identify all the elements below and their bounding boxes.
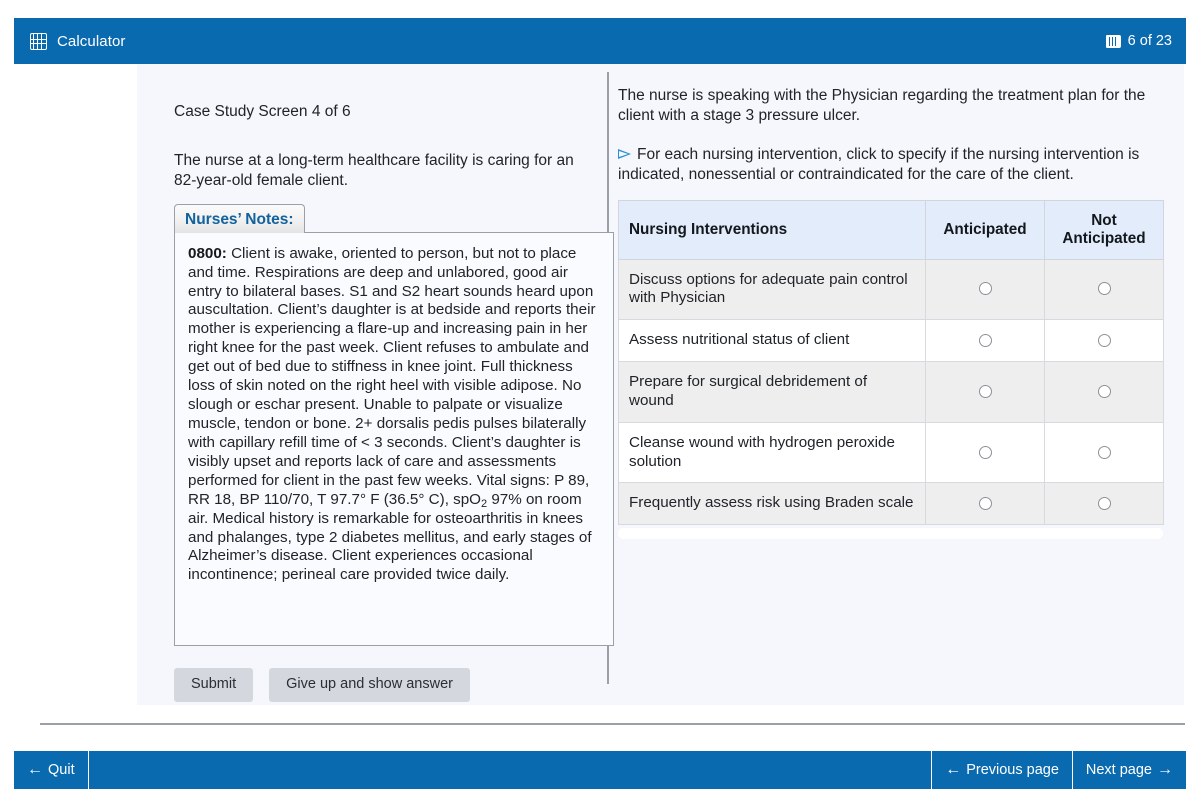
radio-anticipated[interactable] [979, 385, 992, 398]
note-text-part2: 97% on room air. Medical history is remarkable for osteoarthritis in knees and phalanges, type 2 diabetes mellitus, and early stages of Alzheimer’s disease. Client experiences occasional incontinence; perineal care provided twice daily. [188, 490, 592, 584]
cell-not-anticipated [1045, 422, 1164, 483]
radio-anticipated[interactable] [979, 497, 992, 510]
intervention-label: Prepare for surgical debridement of wound [619, 362, 926, 423]
question-instruction [618, 145, 1166, 185]
horizontal-scrollbar[interactable] [618, 528, 1163, 539]
submit-button[interactable]: Submit [174, 668, 253, 702]
question-instruction-text: For each nursing intervention, click to specify if the nursing intervention is indicated, nonessential or contraindicated for the care of the client. [618, 146, 1140, 184]
calculator-label: Calculator [57, 32, 126, 50]
note-subscript: 2 [480, 497, 488, 510]
give-up-button[interactable]: Give up and show answer [269, 668, 470, 702]
radio-anticipated[interactable] [979, 334, 992, 347]
interventions-table [618, 200, 1164, 526]
radio-anticipated[interactable] [979, 282, 992, 295]
column-header-not-anticipated: Not Anticipated [1045, 200, 1164, 259]
cell-anticipated [926, 422, 1045, 483]
content-area [137, 64, 1184, 705]
intervention-label: Discuss options for adequate pain control with Physician [619, 259, 926, 320]
note-text-part1: Client is awake, oriented to person, but not to place and time. Respirations are deep and unlabored, good air entry to bilateral bases. S1 and S2 heart sounds heard upon auscultation. Client’s daughter is at bedside and reports their mother is experiencing a flare-up and increasing pain in her right knee for the past week. Client refuses to ambulate and get out of bed due to stiffness in knee joint. Full thickness loss of skin noted on the right heel with visible adipose. No slough or eschar present. Unable to palpate or visualize muscle, tendon or bone. 2+ dorsalis pedis pulses bilaterally with capillary refill time of < 3 seconds. Client’s daughter is visibly upset and reports lack of care and assessments performed for client in the past few weeks. Vital signs: P 89, RR 18, BP 110/70, T 97.7° F (36.5° C), spO [188, 244, 596, 508]
radio-not-anticipated[interactable] [1098, 385, 1111, 398]
question-panel [616, 64, 1184, 705]
quit-wrap [14, 751, 89, 789]
top-toolbar [14, 18, 1186, 64]
radio-not-anticipated[interactable] [1098, 282, 1111, 295]
action-button-row [174, 668, 595, 702]
footer-divider [40, 723, 1185, 725]
table-head [619, 200, 1164, 259]
case-intro-text: The nurse at a long-term healthcare facility is caring for an 82-year-old female client. [174, 152, 574, 189]
page-nav-group [931, 751, 1186, 789]
table-row [619, 483, 1164, 525]
next-page-button[interactable] [1073, 751, 1186, 789]
nurses-notes-box [174, 232, 614, 646]
progress-label: 6 of 23 [1127, 33, 1172, 49]
intervention-label: Cleanse wound with hydrogen peroxide solution [619, 422, 926, 483]
intervention-label: Frequently assess risk using Braden scale [619, 483, 926, 525]
previous-page-button[interactable] [931, 751, 1073, 789]
radio-not-anticipated[interactable] [1098, 446, 1111, 459]
table-row [619, 362, 1164, 423]
radio-anticipated[interactable] [979, 446, 992, 459]
next-page-label: Next page [1085, 762, 1152, 778]
quit-button[interactable] [14, 751, 89, 789]
calculator-button[interactable] [30, 33, 126, 50]
cell-anticipated [926, 259, 1045, 320]
table-row [619, 259, 1164, 320]
quit-label: Quit [48, 762, 75, 778]
table-body [619, 259, 1164, 525]
column-header-interventions: Nursing Interventions [619, 200, 926, 259]
note-timestamp: 0800: [188, 244, 227, 262]
arrow-left-icon [27, 761, 43, 779]
cell-not-anticipated [1045, 320, 1164, 362]
bottom-navigation-bar [14, 751, 1186, 789]
cell-anticipated [926, 362, 1045, 423]
case-study-screen-title: Case Study Screen 4 of 6 [174, 103, 351, 120]
nurses-notes-text [188, 245, 600, 586]
table-row [619, 320, 1164, 362]
case-study-panel [155, 64, 605, 705]
previous-page-label: Previous page [966, 762, 1059, 778]
calculator-icon [30, 33, 47, 50]
cell-anticipated [926, 320, 1045, 362]
cell-not-anticipated [1045, 483, 1164, 525]
notes-tab-row [174, 203, 595, 232]
book-icon [1106, 35, 1121, 48]
cell-not-anticipated [1045, 362, 1164, 423]
arrow-bullet-icon [618, 149, 633, 160]
column-header-anticipated: Anticipated [926, 200, 1045, 259]
table-row [619, 422, 1164, 483]
tab-nurses-notes[interactable]: Nurses’ Notes: [174, 204, 305, 233]
question-prompt: The nurse is speaking with the Physician regarding the treatment plan for the client with a stage 3 pressure ulcer. [618, 87, 1146, 125]
radio-not-anticipated[interactable] [1098, 497, 1111, 510]
intervention-label: Assess nutritional status of client [619, 320, 926, 362]
arrow-left-icon [945, 761, 961, 779]
progress-indicator [1106, 33, 1172, 49]
table-header-row [619, 200, 1164, 259]
radio-not-anticipated[interactable] [1098, 334, 1111, 347]
arrow-right-icon [1157, 761, 1173, 779]
cell-not-anticipated [1045, 259, 1164, 320]
cell-anticipated [926, 483, 1045, 525]
